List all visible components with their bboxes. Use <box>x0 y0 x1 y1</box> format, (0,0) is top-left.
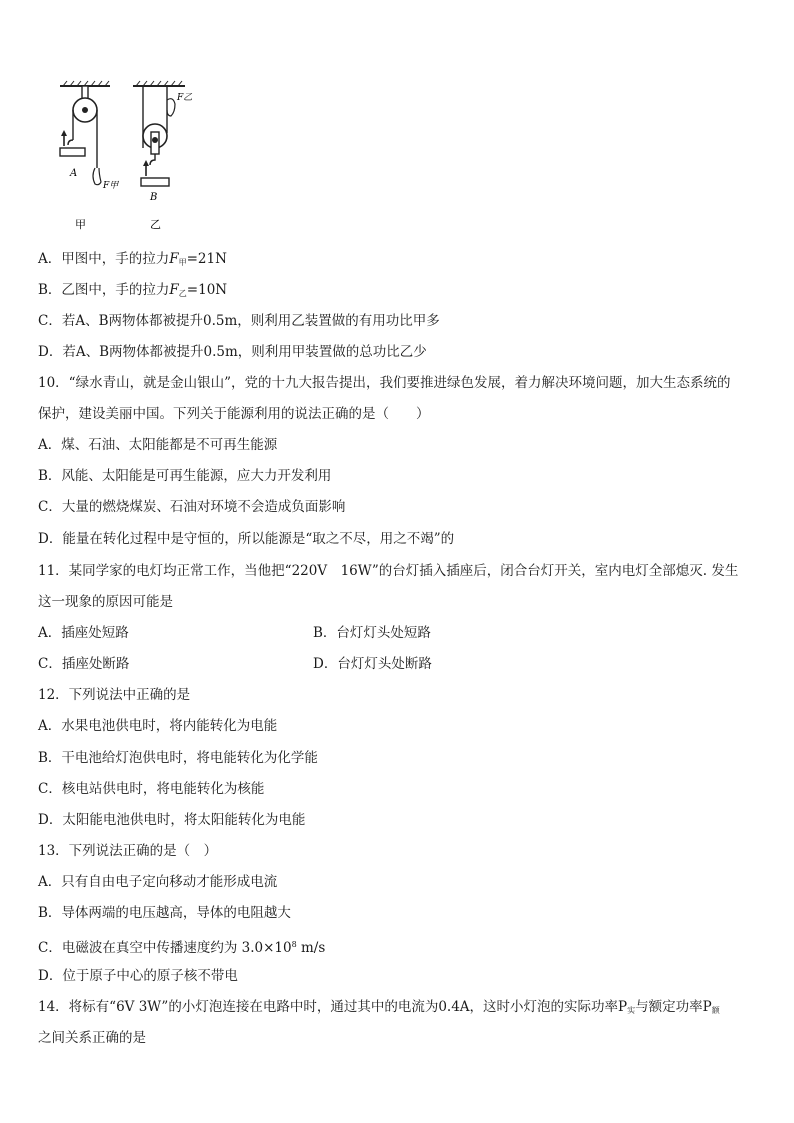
q9-a-text: A．甲图中，手的拉力 <box>38 251 170 267</box>
q10-option-a: A．煤、石油、太阳能都是不可再生能源 <box>38 437 278 453</box>
q13-option-b: B．导体两端的电压越高，导体的电阻越大 <box>38 905 291 921</box>
q13-c-text: C．电磁波在真空中传播速度约为 3.0×10 <box>38 940 292 956</box>
q9-option-a <box>38 250 227 272</box>
force-label-a: F甲 <box>103 181 119 191</box>
q13-option-a: A．只有自由电子定向移动才能形成电流 <box>38 874 278 890</box>
q14-sub-rated: 额 <box>711 1006 720 1015</box>
movable-pulley <box>141 86 175 186</box>
q9-b-value: =10N <box>186 282 228 298</box>
q11-option-a: A．插座处短路 <box>38 625 129 641</box>
q12-option-b: B．干电池给灯泡供电时，将电能转化为化学能 <box>38 750 318 766</box>
caption-yi: 乙 <box>150 218 161 231</box>
q9-option-d: D．若A、B两物体都被提升0.5m，则利用甲装置做的总功比乙少 <box>38 344 427 360</box>
q12-option-a: A．水果电池供电时，将内能转化为电能 <box>38 718 278 734</box>
q11-option-c: C．插座处断路 <box>38 656 130 672</box>
q11-stem-line2: 这一现象的原因可能是 <box>38 594 173 610</box>
q10-option-c: C．大量的燃烧煤炭、石油对环境不会造成负面影响 <box>38 499 346 515</box>
q12-stem: 12．下列说法中正确的是 <box>38 687 191 703</box>
q11-option-d: D．台灯灯头处断路 <box>313 656 432 672</box>
q9-a-f: F <box>169 251 179 267</box>
q9-a-value: =21N <box>186 251 227 267</box>
q9-b-text: B．乙图中，手的拉力 <box>38 282 170 298</box>
q9-option-b <box>38 281 227 303</box>
q11-option-b: B．台灯灯头处短路 <box>313 625 431 641</box>
q13-c-exponent: 8 <box>291 940 297 949</box>
q13-c-unit: m/s <box>296 940 326 956</box>
q14-sub-actual: 实 <box>627 1006 636 1015</box>
q14-text-a: 14．将标有“6V 3W”的小灯泡连接在电路中时，通过其中的电流为0.4A，这时小灯泡的实际功率P <box>38 999 628 1015</box>
label-b: B <box>150 192 158 203</box>
q13-option-d: D．位于原子中心的原子核不带电 <box>38 968 238 984</box>
q10-stem-line1: 10．“绿水青山，就是金山银山”，党的十九大报告提出，我们要推进绿色发展，着力解决环境问题，加大生态系统的 <box>38 375 731 391</box>
q12-option-d: D．太阳能电池供电时，将太阳能转化为电能 <box>38 812 306 828</box>
q14-text-b: 与额定功率P <box>635 999 712 1015</box>
q12-option-c: C．核电站供电时，将电能转化为核能 <box>38 781 265 797</box>
pulley-figure <box>55 78 195 238</box>
q11-stem-line1: 11．某同学家的电灯均正常工作，当他把“220V 16W”的台灯插入插座后，闭合台灯开关，室内电灯全部熄灭. 发生 <box>38 563 739 579</box>
q14-stem-line2: 之间关系正确的是 <box>38 1030 146 1046</box>
q10-option-b: B．风能、太阳能是可再生能源，应大力开发利用 <box>38 468 332 484</box>
label-a: A <box>70 168 78 179</box>
q10-option-d: D．能量在转化过程中是守恒的，所以能源是“取之不尽，用之不竭”的 <box>38 531 455 547</box>
q13-stem: 13．下列说法正确的是（ ） <box>38 843 218 859</box>
q9-option-c: C．若A、B两物体都被提升0.5m，则利用乙装置做的有用功比甲多 <box>38 313 440 329</box>
q14-stem-line1 <box>38 998 720 1020</box>
q10-stem-line2: 保护，建设美丽中国。下列关于能源利用的说法正确的是（ ） <box>38 406 430 422</box>
fixed-pulley <box>60 86 101 185</box>
q13-option-c <box>38 936 325 957</box>
q9-b-sub: 乙 <box>178 289 187 298</box>
q9-a-sub: 甲 <box>178 258 187 267</box>
caption-jia: 甲 <box>75 218 86 231</box>
force-label-b: F乙 <box>177 93 193 103</box>
q9-b-f: F <box>169 282 179 298</box>
